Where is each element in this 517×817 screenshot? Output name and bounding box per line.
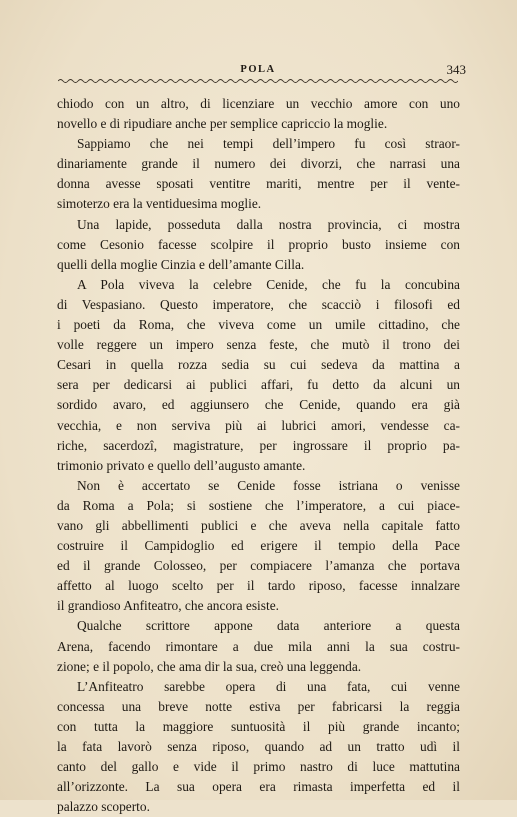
text-line: i poeti da Roma, che viveva come un umile cittadino, che (57, 317, 460, 333)
text-line: con tutta la maggiore suntuosità il più grande incanto; (57, 718, 460, 734)
text-line: ed il grande Colosseo, per compiacere l’amanza che portava (57, 558, 460, 574)
text-line: vecchia, e non serviva più ai lubrici amori, vendesse ca- (57, 417, 460, 433)
text-line: costruire il Campidoglio ed erigere il tempio della Pace (57, 538, 460, 554)
text-line: all’orizzonte. La sua opera era rimasta imperfetta ed il (57, 779, 460, 795)
page-number: 343 (446, 62, 466, 77)
text-line: novello e di ripudiare anche per semplice capriccio la moglie. (57, 116, 388, 132)
text-line: volle reggere un impero senza feste, che mutò il trono dei (57, 337, 460, 353)
text-line: Arena, facendo rimontare a due mila anni la sua costru- (57, 638, 460, 654)
text-line: chiodo con un altro, di licenziare un vecchio amore con uno (57, 96, 460, 111)
body-text (57, 94, 460, 817)
ornamental-rule (58, 78, 458, 84)
text-line: la fata lavorò senza riposo, quando ad un tratto udì il (57, 739, 460, 754)
text-line: A Pola viveva la celebre Cenide, che fu la concubina (77, 276, 460, 292)
text-line: dinariamente grande il numero dei divorzi, che narrasi una (57, 156, 460, 172)
text-line: Cesari in quella rozza sedia su cui sedeva da mattina a (57, 357, 460, 373)
text-line: Sappiamo che nei tempi dell’impero fu così straor- (77, 136, 460, 152)
text-line: quelli della moglie Cinzia e dell’amante Cilla. (57, 256, 305, 272)
text-line: di Vespasiano. Questo imperatore, che scacciò i filosofi ed (57, 296, 460, 312)
text-line: L’Anfiteatro sarebbe opera di una fata, cui venne (77, 678, 460, 694)
text-line: simoterzo era la ventiduesima moglie. (57, 196, 262, 212)
text-line: come Cesonio facesse scolpire il proprio busto insieme con (57, 236, 460, 252)
text-line: palazzo scoperto. (57, 799, 150, 815)
text-line: trimonio privato e quello dell’augusto amante. (57, 457, 306, 473)
text-line: sordido avaro, ed aggiunsero che Cenide, quando era già (57, 397, 460, 413)
text-line: Non è accertato se Cenide fosse istriana o venisse (77, 477, 460, 493)
text-line: zione; e il popolo, che ama dir la sua, creò una leggenda. (57, 658, 362, 674)
text-line: Qualche scrittore appone data anteriore a questa (77, 618, 460, 634)
text-line: il grandioso Anfiteatro, che ancora esiste. (57, 598, 279, 614)
text-line: sera per dedicarsi ai publici affari, fu detto da alcuni un (57, 377, 460, 393)
text-line: da Roma a Pola; si sostiene che l’imperatore, a cui piace- (57, 497, 460, 513)
running-title: POLA (240, 64, 276, 75)
text-line: vano gli abbellimenti publici e che aveva nella capitale fatto (57, 517, 460, 533)
text-line: canto del gallo e vide il primo nastro di luce mattutina (57, 759, 460, 775)
text-line: Una lapide, posseduta dalla nostra provincia, ci mostra (77, 216, 460, 232)
text-line: riche, sacerdozî, magistrature, per ingrossare il proprio pa- (57, 437, 460, 453)
text-line: donna avesse sposati ventitre mariti, mentre per il vente- (57, 176, 460, 192)
text-line: concessa una breve notte estiva per fabricarsi la reggia (57, 698, 460, 714)
text-line: affetto al luogo scelto per il tardo riposo, facesse innalzare (57, 578, 460, 594)
